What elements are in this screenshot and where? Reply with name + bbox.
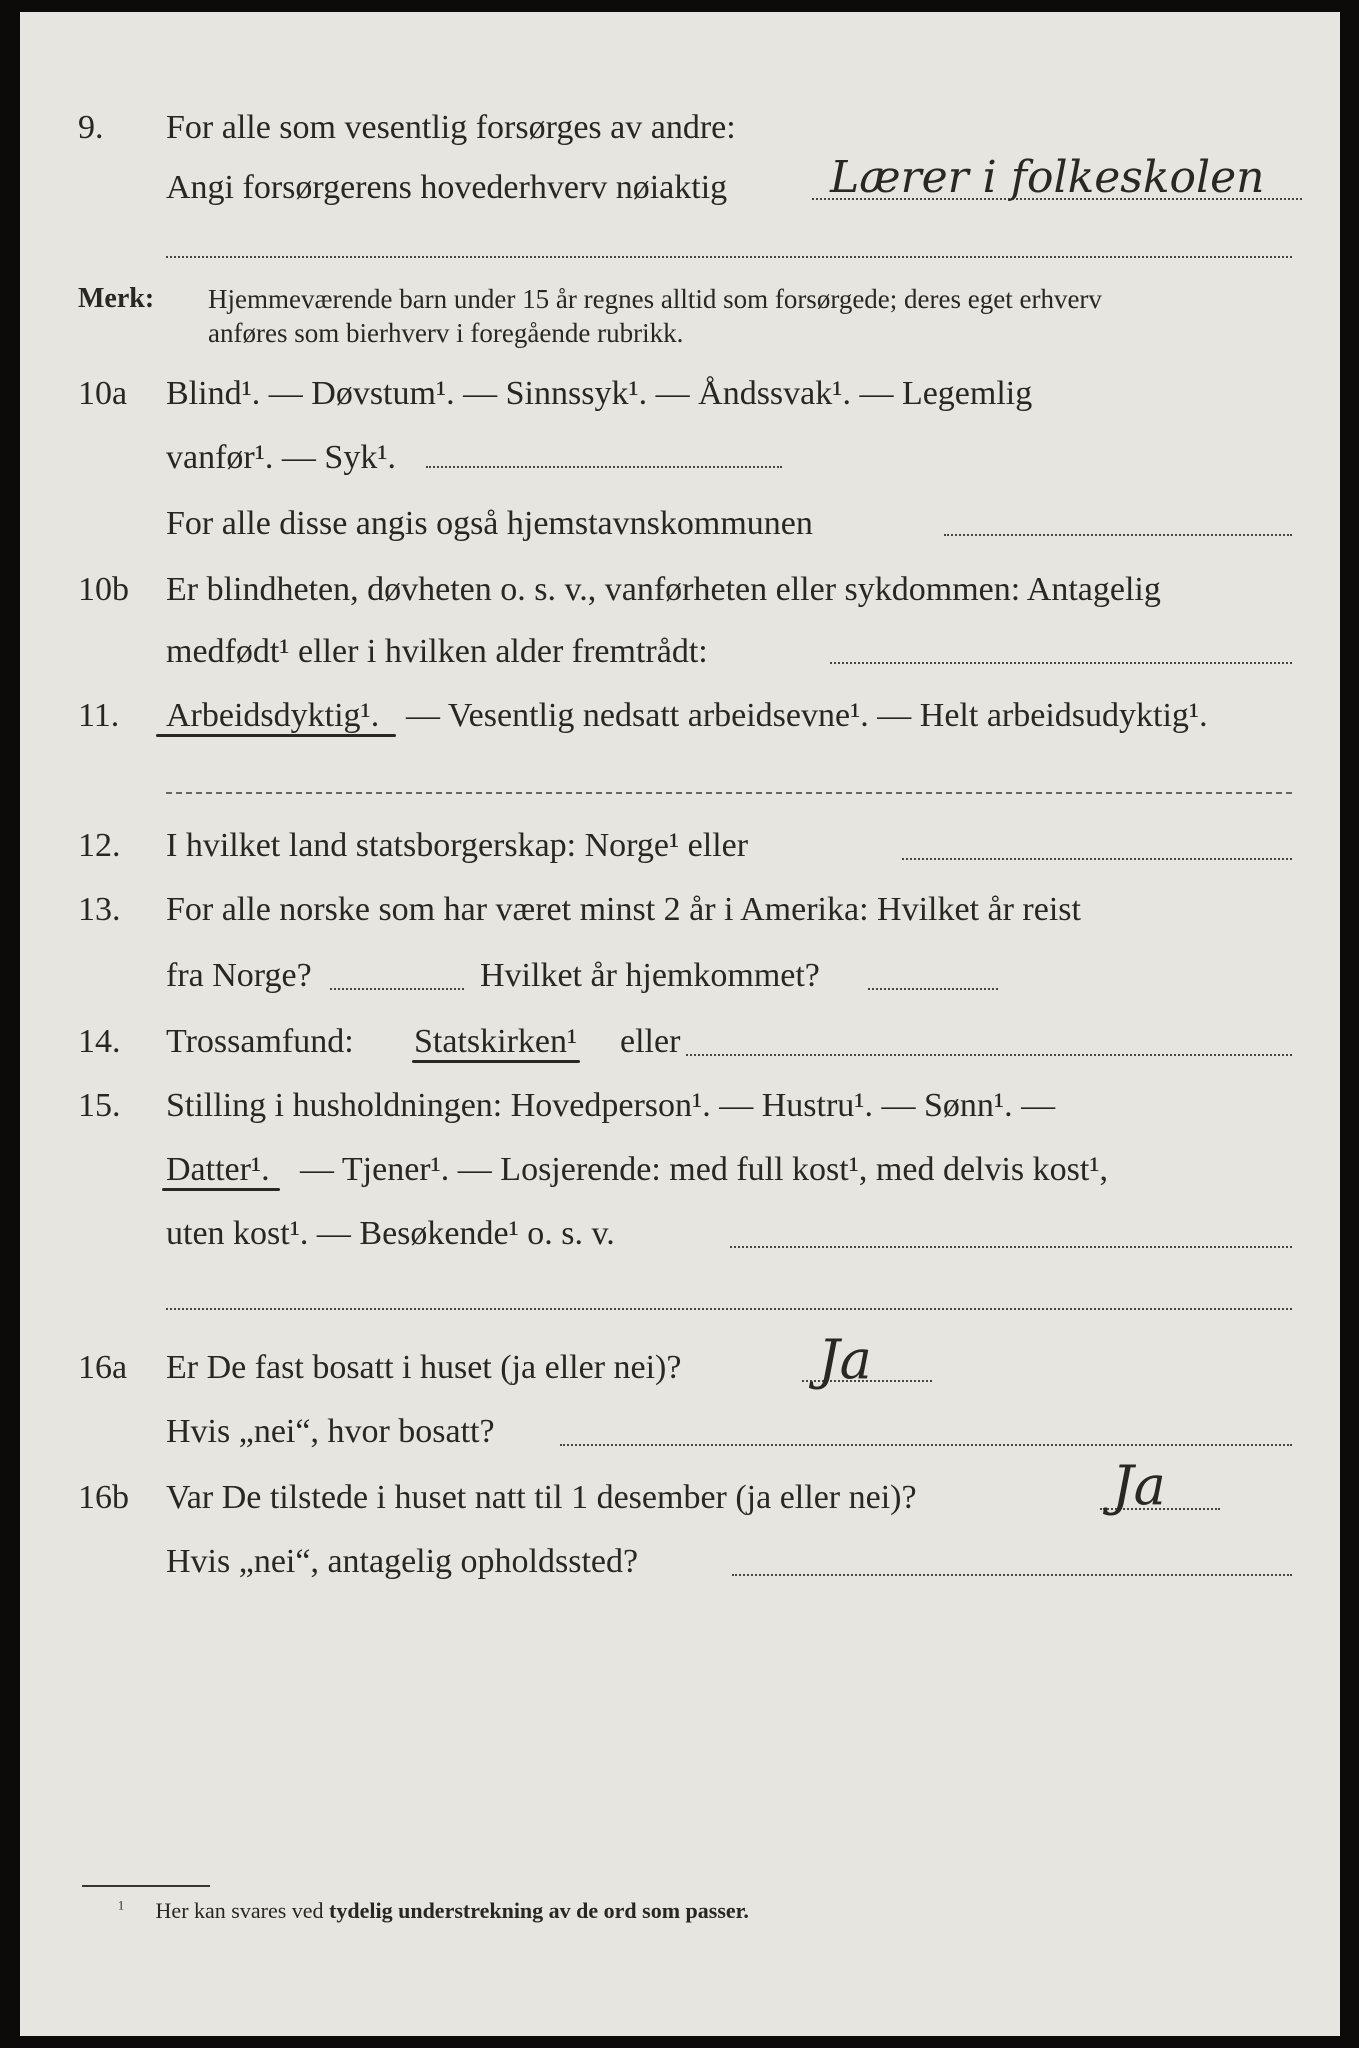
q10b-answer-line[interactable] (830, 662, 1292, 664)
footnote (118, 1898, 749, 1924)
q12-text: I hvilket land statsborgerskap: Norge¹ eller (166, 827, 749, 864)
q15-underline-mark (162, 1188, 280, 1191)
q16b-text1: Var De tilstede i huset natt til 1 desember (ja eller nei)? (166, 1479, 917, 1516)
q16a-text2: Hvis „nei“, hvor bosatt? (166, 1413, 495, 1450)
q9-number: 9. (78, 109, 104, 146)
q13-returned-line[interactable] (868, 988, 998, 990)
q16b-handwritten-answer: Ja (1112, 1454, 1166, 1517)
q13-text2b: Hvilket år hjemkommet? (480, 957, 820, 994)
merk-label: Merk: (78, 283, 155, 314)
q13-text2a: fra Norge? (166, 957, 312, 994)
q10a-hometown-line[interactable] (944, 534, 1292, 536)
q9-question: Angi forsørgerens hovederhverv nøiaktig (166, 169, 728, 206)
q15-text2: — Tjener¹. — Losjerende: med full kost¹, med delvis kost¹, (300, 1151, 1109, 1188)
q13-emigrated-line[interactable] (330, 988, 464, 990)
q14-underline-mark (412, 1060, 580, 1063)
q9-handwritten-answer: Lærer i folkeskolen (830, 152, 1265, 203)
q11-underline-mark (156, 734, 396, 737)
q11-answer-line[interactable] (166, 792, 1292, 794)
q10a-text2: vanfør¹. — Syk¹. (166, 439, 397, 476)
q14-answer-line[interactable] (686, 1054, 1292, 1056)
q11-other-options: — Vesentlig nedsatt arbeidsevne¹. — Helt arbeidsudyktig¹. (406, 697, 1208, 734)
merk-text2: anføres som bierhverv i foregående rubrikk. (208, 318, 684, 348)
q16a-residence-line[interactable] (560, 1444, 1292, 1446)
q13-text1: For alle norske som har været minst 2 år i Amerika: Hvilket år reist (166, 891, 1081, 928)
q15-option-datter[interactable]: Datter¹. (166, 1151, 270, 1188)
q15-text1: Stilling i husholdningen: Hovedperson¹. — Hustru¹. — Sønn¹. — (166, 1087, 1056, 1124)
q16b-text2: Hvis „nei“, antagelig opholdssted? (166, 1543, 639, 1580)
footnote-text: Her kan svares ved (155, 1898, 324, 1923)
merk-text1: Hjemmeværende barn under 15 år regnes alltid som forsørgede; deres eget erhverv (208, 284, 1102, 314)
q15-number: 15. (78, 1087, 121, 1124)
footnote-bold-text: tydelig understrekning av de ord som passer. (329, 1898, 749, 1923)
q16a-text1: Er De fast bosatt i huset (ja eller nei)? (166, 1349, 682, 1386)
q14-eller: eller (620, 1023, 681, 1060)
q16a-handwritten-answer: Ja (818, 1328, 872, 1391)
q10b-text1: Er blindheten, døvheten o. s. v., vanførheten eller sykdommen: Antagelig (166, 571, 1161, 608)
q10a-text1: Blind¹. — Døvstum¹. — Sinnssyk¹. — Åndssvak¹. — Legemlig (166, 375, 1033, 412)
footnote-rule (82, 1885, 210, 1887)
q14-option-statskirken[interactable]: Statskirken¹ (414, 1023, 578, 1060)
q15-text3: uten kost¹. — Besøkende¹ o. s. v. (166, 1215, 615, 1252)
q12-answer-line[interactable] (902, 858, 1292, 860)
q14-number: 14. (78, 1023, 121, 1060)
q13-number: 13. (78, 891, 121, 928)
q10b-text2: medfødt¹ eller i hvilken alder fremtrådt: (166, 633, 708, 670)
q15-answer-line2[interactable] (166, 1308, 1292, 1310)
q9-answer-line2[interactable] (166, 256, 1292, 258)
q14-label: Trossamfund: (166, 1023, 354, 1060)
q11-option-arbeidsdyktig[interactable]: Arbeidsdyktig¹. (166, 697, 380, 734)
footnote-mark: 1 (118, 1898, 125, 1913)
q12-number: 12. (78, 827, 121, 864)
q16b-location-line[interactable] (732, 1574, 1292, 1576)
q15-answer-line[interactable] (730, 1246, 1292, 1248)
q10a-number: 10a (78, 375, 128, 412)
q10b-number: 10b (78, 571, 129, 608)
q10a-text3: For alle disse angis også hjemstavnskommunen (166, 505, 813, 542)
q10a-answer-line[interactable] (426, 466, 782, 468)
q11-number: 11. (78, 697, 120, 734)
q9-text: For alle som vesentlig forsørges av andre: (166, 109, 736, 146)
q16b-number: 16b (78, 1479, 129, 1516)
q16a-number: 16a (78, 1349, 128, 1386)
